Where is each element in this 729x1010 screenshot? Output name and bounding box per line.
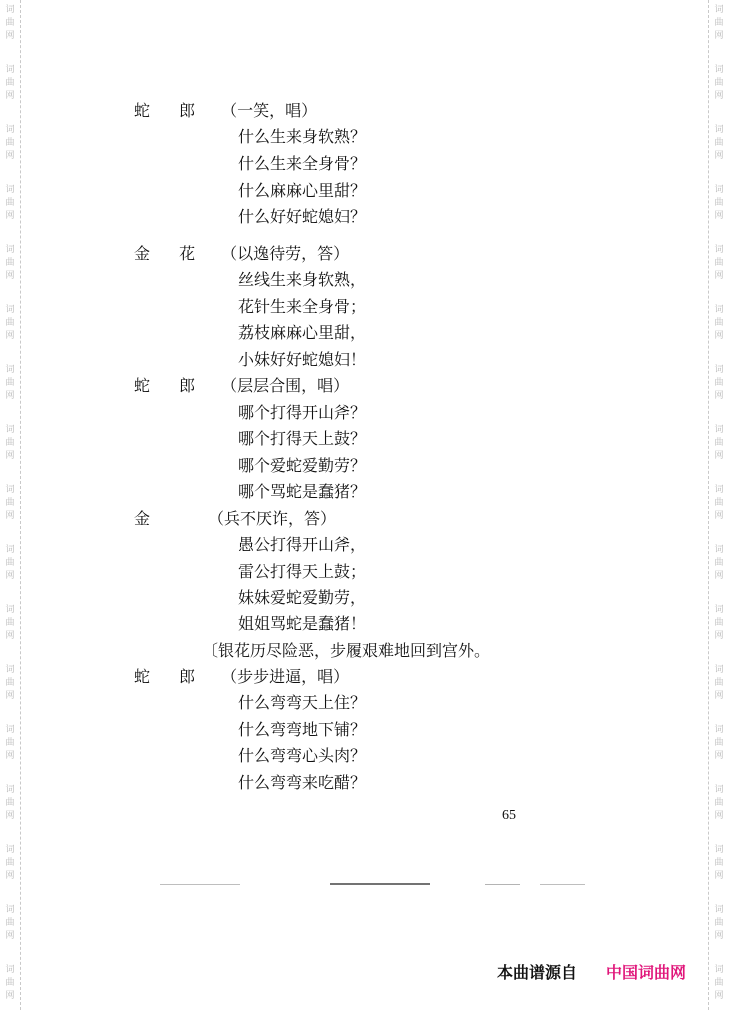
stage-cue: （层层合围，唱） [221, 376, 350, 395]
verse-line: 什么麻麻心里甜？ [238, 181, 367, 200]
watermark-char: 网 [714, 331, 724, 341]
verse-line: 姐姐骂蛇是蠢猪！ [238, 614, 367, 633]
watermark-char: 网 [714, 451, 724, 461]
watermark-char: 曲 [5, 798, 15, 808]
stage-cue: （一笑，唱） [221, 101, 318, 120]
watermark-text [0, 64, 20, 103]
watermark-text [709, 844, 729, 883]
watermark-char: 网 [5, 571, 15, 581]
watermark-char: 网 [5, 811, 15, 821]
page-number: 65 [502, 808, 516, 823]
verse-line: 哪个爱蛇爱勤劳？ [238, 456, 367, 475]
speaker-line [134, 508, 336, 530]
watermark-char: 网 [5, 391, 15, 401]
watermark-char: 曲 [714, 378, 724, 388]
watermark-text [0, 124, 20, 163]
watermark-text [0, 964, 20, 1003]
watermark-text [709, 4, 729, 43]
watermark-text [709, 964, 729, 1003]
scan-line [330, 883, 430, 885]
watermark-char: 词 [5, 725, 15, 735]
verse-line: 小妹好好蛇媳妇！ [238, 350, 367, 369]
watermark-char: 曲 [714, 558, 724, 568]
scan-line [160, 884, 240, 885]
watermark-char: 曲 [714, 78, 724, 88]
speaker-name: 蛇 郎 [134, 101, 208, 120]
watermark-char: 网 [714, 991, 724, 1001]
watermark-char: 词 [714, 185, 724, 195]
watermark-char: 曲 [5, 738, 15, 748]
watermark-char: 曲 [5, 558, 15, 568]
watermark-char: 网 [714, 691, 724, 701]
watermark-char: 词 [714, 785, 724, 795]
watermark-char: 曲 [714, 138, 724, 148]
watermark-char: 网 [714, 571, 724, 581]
watermark-char: 词 [714, 365, 724, 375]
watermark-char: 网 [714, 91, 724, 101]
watermark-char: 网 [5, 331, 15, 341]
watermark-char: 词 [5, 365, 15, 375]
watermark-char: 词 [714, 245, 724, 255]
watermark-char: 词 [5, 665, 15, 675]
watermark-char: 词 [5, 845, 15, 855]
verse-line: 什么弯弯地下铺？ [238, 720, 367, 739]
verse-line: 什么弯弯心头肉？ [238, 746, 367, 765]
watermark-char: 网 [714, 151, 724, 161]
watermark-char: 词 [5, 965, 15, 975]
watermark-text [0, 424, 20, 463]
watermark-char: 曲 [714, 738, 724, 748]
verse-line: 雷公打得天上鼓； [238, 562, 367, 581]
watermark-char: 词 [5, 425, 15, 435]
watermark-char: 词 [714, 125, 724, 135]
watermark-char: 曲 [5, 258, 15, 268]
watermark-char: 网 [5, 871, 15, 881]
watermark-char: 网 [5, 931, 15, 941]
watermark-char: 词 [714, 905, 724, 915]
watermark-char: 词 [714, 5, 724, 15]
watermark-text [709, 364, 729, 403]
verse-line: 什么好好蛇媳妇？ [238, 207, 367, 226]
watermark-char: 网 [5, 631, 15, 641]
speaker-line [134, 243, 349, 265]
watermark-char: 词 [714, 425, 724, 435]
watermark-text [0, 304, 20, 343]
watermark-text [0, 364, 20, 403]
watermark-char: 曲 [714, 438, 724, 448]
watermark-char: 网 [714, 811, 724, 821]
watermark-char: 曲 [714, 318, 724, 328]
watermark-char: 词 [5, 65, 15, 75]
watermark-char: 词 [714, 845, 724, 855]
watermark-char: 网 [714, 511, 724, 521]
watermark-char: 网 [5, 211, 15, 221]
watermark-text [709, 904, 729, 943]
watermark-char: 词 [714, 485, 724, 495]
watermark-char: 网 [714, 211, 724, 221]
watermark-text [709, 64, 729, 103]
watermark-text [0, 664, 20, 703]
watermark-text [709, 424, 729, 463]
watermark-char: 词 [5, 5, 15, 15]
watermark-char: 词 [5, 605, 15, 615]
watermark-text [0, 604, 20, 643]
watermark-char: 曲 [5, 18, 15, 28]
verse-line: 愚公打得开山斧， [238, 535, 367, 554]
watermark-char: 曲 [714, 678, 724, 688]
speaker-name: 蛇 郎 [134, 376, 208, 395]
watermark-char: 曲 [5, 138, 15, 148]
watermark-char: 曲 [5, 198, 15, 208]
scan-line [485, 884, 520, 885]
watermark-char: 网 [714, 931, 724, 941]
watermark-char: 网 [5, 751, 15, 761]
watermark-char: 曲 [5, 498, 15, 508]
verse-line: 什么弯弯来吃醋？ [238, 773, 367, 792]
watermark-char: 曲 [5, 318, 15, 328]
watermark-char: 网 [5, 511, 15, 521]
watermark-text [709, 544, 729, 583]
watermark-char: 曲 [714, 918, 724, 928]
speaker-name: 金 花 [134, 244, 208, 263]
watermark-text [709, 664, 729, 703]
verse-line: 丝线生来身软熟， [238, 270, 367, 289]
watermark-char: 词 [5, 185, 15, 195]
watermark-text [0, 904, 20, 943]
verse-line: 哪个骂蛇是蠢猪？ [238, 482, 367, 501]
watermark-char: 曲 [5, 618, 15, 628]
watermark-char: 网 [714, 871, 724, 881]
watermark-char: 词 [5, 485, 15, 495]
watermark-text [0, 484, 20, 523]
watermark-char: 网 [5, 271, 15, 281]
watermark-char: 网 [5, 451, 15, 461]
watermark-char: 曲 [714, 198, 724, 208]
verse-line: 花针生来全身骨； [238, 297, 367, 316]
watermark-char: 曲 [5, 858, 15, 868]
watermark-text [709, 124, 729, 163]
watermark-char: 曲 [5, 378, 15, 388]
watermark-text [0, 184, 20, 223]
watermark-char: 曲 [714, 858, 724, 868]
watermark-char: 词 [714, 305, 724, 315]
speaker-line [134, 100, 317, 122]
watermark-text [709, 304, 729, 343]
watermark-char: 曲 [5, 918, 15, 928]
verse-line: 哪个打得开山斧？ [238, 403, 367, 422]
watermark-char: 网 [5, 991, 15, 1001]
watermark-text [709, 604, 729, 643]
verse-line: 荔枝麻麻心里甜， [238, 323, 367, 342]
watermark-text [709, 784, 729, 823]
watermark-char: 曲 [714, 258, 724, 268]
watermark-char: 词 [714, 665, 724, 675]
watermark-char: 曲 [714, 498, 724, 508]
watermark-char: 词 [5, 905, 15, 915]
watermark-char: 曲 [5, 78, 15, 88]
verse-line: 什么生来身软熟？ [238, 127, 367, 146]
watermark-char: 网 [5, 151, 15, 161]
watermark-char: 网 [714, 271, 724, 281]
verse-line: 哪个打得天上鼓？ [238, 429, 367, 448]
watermark-char: 曲 [5, 978, 15, 988]
speaker-line [134, 375, 349, 397]
watermark-char: 网 [5, 31, 15, 41]
watermark-char: 网 [5, 91, 15, 101]
stage-cue: （兵不厌诈，答） [208, 509, 337, 528]
watermark-char: 曲 [714, 18, 724, 28]
speaker-line [134, 666, 349, 688]
watermark-char: 词 [714, 725, 724, 735]
verse-line: 什么生来全身骨？ [238, 154, 367, 173]
speaker-name: 金 [134, 509, 163, 528]
watermark-char: 网 [714, 391, 724, 401]
watermark-char: 网 [714, 751, 724, 761]
watermark-char: 词 [5, 545, 15, 555]
watermark-text [0, 4, 20, 43]
watermark-text [709, 724, 729, 763]
watermark-char: 网 [714, 31, 724, 41]
watermark-text [0, 544, 20, 583]
watermark-text [0, 244, 20, 283]
watermark-char: 词 [5, 305, 15, 315]
watermark-char: 词 [5, 125, 15, 135]
stage-direction: 〔银花历尽险恶，步履艰难地回到宫外。 [202, 641, 491, 660]
scan-line [540, 884, 585, 885]
watermark-char: 曲 [714, 978, 724, 988]
stage-cue: （步步进逼，唱） [221, 667, 350, 686]
stage-cue: （以逸待劳，答） [221, 244, 350, 263]
watermark-char: 词 [714, 545, 724, 555]
watermark-text [709, 244, 729, 283]
watermark-char: 曲 [714, 798, 724, 808]
watermark-text [0, 844, 20, 883]
watermark-char: 词 [5, 785, 15, 795]
watermark-char: 曲 [714, 618, 724, 628]
watermark-char: 曲 [5, 678, 15, 688]
watermark-char: 网 [714, 631, 724, 641]
watermark-char: 曲 [5, 438, 15, 448]
watermark-text [0, 784, 20, 823]
watermark-text [709, 484, 729, 523]
watermark-char: 词 [714, 605, 724, 615]
watermark-char: 词 [714, 65, 724, 75]
verse-line: 什么弯弯天上住？ [238, 693, 367, 712]
watermark-text [709, 184, 729, 223]
watermark-char: 网 [5, 691, 15, 701]
watermark-char: 词 [5, 245, 15, 255]
watermark-text [0, 724, 20, 763]
footer-source-label: 本曲谱源自 [497, 963, 578, 982]
footer-site-link[interactable]: 中国词曲网 [606, 963, 687, 982]
verse-line: 妹妹爱蛇爱勤劳， [238, 588, 367, 607]
speaker-name: 蛇 郎 [134, 667, 208, 686]
watermark-char: 词 [714, 965, 724, 975]
